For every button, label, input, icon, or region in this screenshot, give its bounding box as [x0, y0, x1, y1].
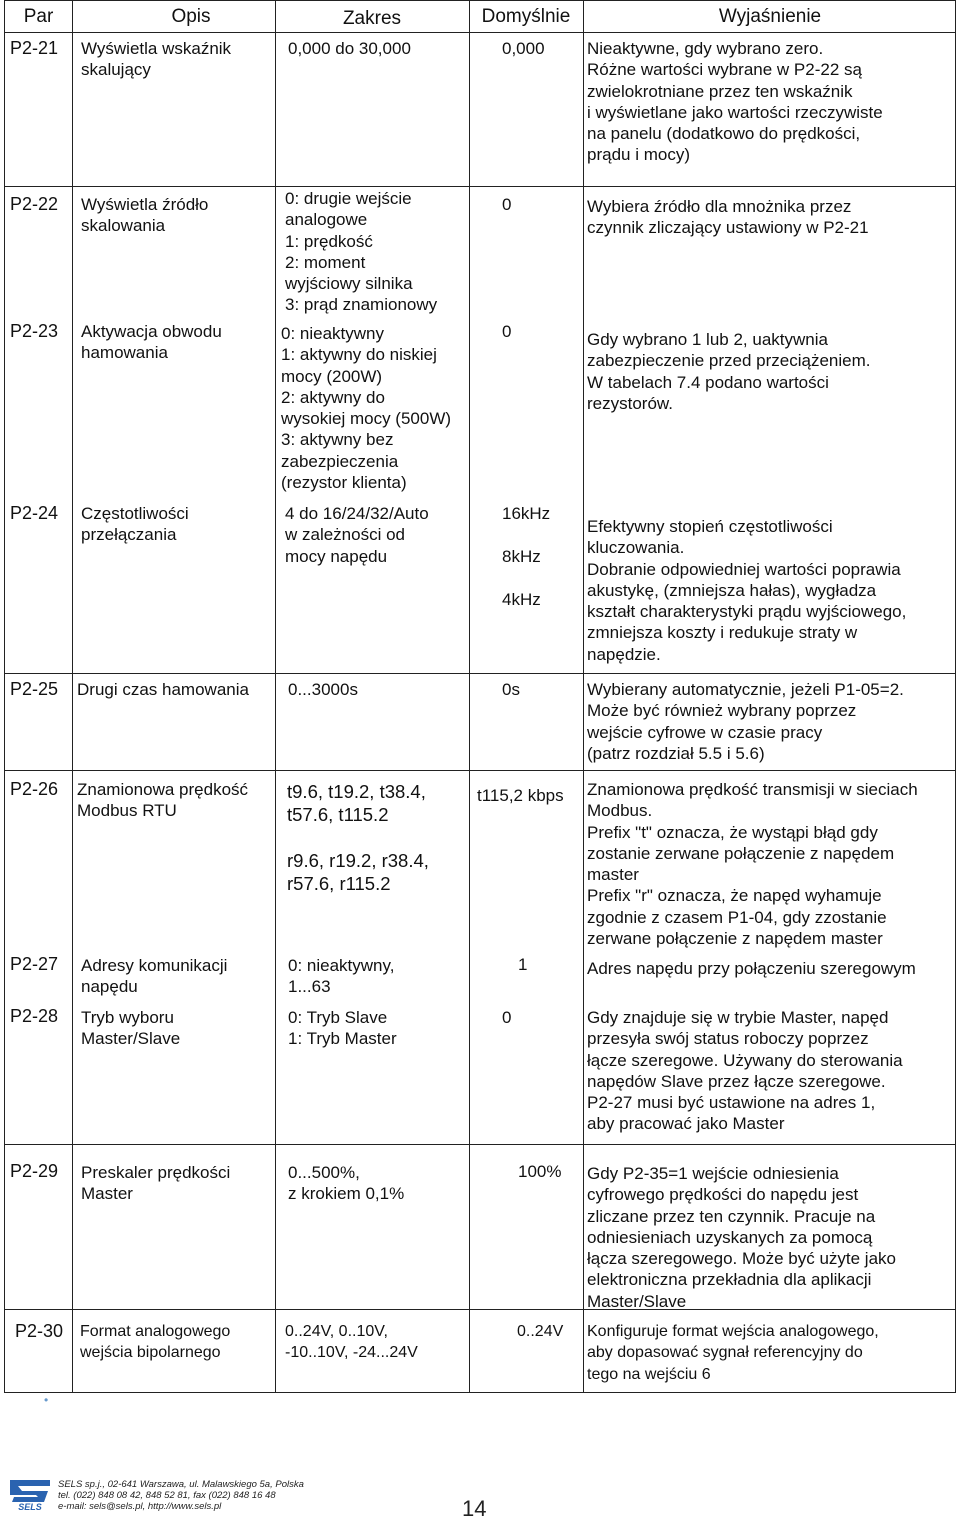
col-rule [275, 1, 276, 1392]
row-opis: Aktywacja obwodu hamowania [81, 322, 222, 363]
page-number: 14 [462, 1496, 487, 1521]
row-par: P2-25 [10, 679, 59, 699]
row-wyjasnienie: Wybierany automatycznie, jeżeli P1-05=2. Może być również wybrany poprzez wejście cyfrowe w czasie pracy (patrz rozdział 5.5 i 5.6) [587, 680, 904, 763]
row-domyslnie: 0s [502, 680, 520, 699]
row-zakres: 4 do 16/24/32/Auto w zależności od mocy napędu [285, 504, 429, 566]
row-zakres: 0..24V, 0..10V, -10..10V, -24...24V [285, 1323, 418, 1362]
header-zakres: Zakres [342, 8, 402, 29]
parameter-table [4, 0, 956, 1393]
col-rule [72, 1, 73, 1392]
row-zakres: 0...3000s [288, 680, 358, 699]
header-opis: Opis [171, 6, 211, 27]
row-domyslnie: 16kHz 8kHz 4kHz [502, 504, 551, 609]
row-wyjasnienie: Gdy wybrano 1 lub 2, uaktywnia zabezpieczenie przed przeciążeniem. W tabelach 7.4 podano wartości rezystorów. [587, 330, 871, 413]
row-zakres: 0...500%, z krokiem 0,1% [288, 1163, 405, 1204]
row-opis: Tryb wyboru Master/Slave [81, 1008, 181, 1049]
row-wyjasnienie: Gdy znajduje się w trybie Master, napęd przesyła swój status roboczy poprzez łącze szeregowe. Używany do sterowania napędów Slave przez łącze szeregowe. P2-27 musi być ustawione na adres 1, aby pracować jako Master [587, 1008, 903, 1134]
header-wyjasnienie: Wyjaśnienie [718, 6, 822, 27]
row-par: P2-26 [10, 779, 59, 799]
row-opis: Znamionowa prędkość Modbus RTU [77, 780, 249, 821]
row-opis: Preskaler prędkości Master [81, 1163, 231, 1204]
row-rule [5, 770, 955, 771]
row-opis: Częstotliwości przełączania [81, 504, 189, 545]
row-opis: Wyświetla źródło skalowania [81, 195, 209, 236]
row-par: P2-29 [10, 1161, 59, 1181]
row-zakres: 0,000 do 30,000 [288, 39, 411, 58]
row-zakres: 0: drugie wejście analogowe 1: prędkość 2: moment wyjściowy silnika 3: prąd znamionowy [285, 189, 438, 315]
bullet-dot: • [44, 1393, 49, 1407]
row-domyslnie: 0 [502, 1008, 512, 1027]
header-domyslnie: Domyślnie [481, 6, 571, 27]
row-domyslnie: t115,2 kbps [477, 786, 564, 805]
row-domyslnie: 0 [502, 322, 512, 341]
logo-text: SELS [18, 1502, 42, 1512]
sels-logo-icon [8, 1478, 52, 1512]
row-wyjasnienie: Nieaktywne, gdy wybrano zero. Różne wartości wybrane w P2-22 są zwielokrotniane przez ten wskaźnik i wyświetlane jako wartości rzeczywiste na panelu (dodatkowo do prędkości, prądu i mocy) [587, 39, 883, 165]
row-zakres: 0: Tryb Slave 1: Tryb Master [288, 1008, 397, 1049]
col-rule [583, 1, 584, 1392]
row-rule [5, 1144, 955, 1145]
page-footer [0, 1393, 960, 1524]
row-rule [5, 186, 955, 187]
header-rule [5, 32, 955, 33]
row-par: P2-27 [10, 954, 59, 974]
row-wyjasnienie: Konfiguruje format wejścia analogowego, aby dopasować sygnał referencyjny do tego na wejściu 6 [587, 1323, 879, 1383]
row-par: P2-21 [10, 38, 59, 58]
company-address: SELS sp.j., 02-641 Warszawa, ul. Malawskiego 5a, Polska tel. (022) 848 08 42, 848 52 81, fax (022) 848 16 48 e-mail: sels@sels.pl, http://www.sels.pl [58, 1479, 304, 1512]
row-wyjasnienie: Gdy P2-35=1 wejście odniesienia cyfrowego prędkości do napędu jest zliczane przez ten czynnik. Pracuje na odniesieniach uzyskanych za pomocą łącza szeregowego. Może być użyte jako elektroniczna przekładnia dla aplikacji Master/Slave [587, 1164, 896, 1311]
row-zakres: 0: nieaktywny 1: aktywny do niskiej mocy (200W) 2: aktywny do wysokiej mocy (500W) 3: aktywny bez zabezpieczenia (rezystor klienta) [281, 324, 452, 493]
row-zakres: 0: nieaktywny, 1...63 [288, 956, 395, 997]
row-opis: Adresy komunikacji napędu [81, 956, 228, 997]
row-par: P2-28 [10, 1006, 59, 1026]
row-domyslnie: 0 [502, 195, 512, 214]
row-domyslnie: 0,000 [502, 39, 545, 58]
row-par: P2-24 [10, 503, 59, 523]
row-domyslnie: 0..24V [517, 1323, 564, 1340]
row-zakres: t9.6, t19.2, t38.4, t57.6, t115.2 r9.6, r19.2, r38.4, r57.6, r115.2 [287, 781, 429, 894]
row-wyjasnienie: Adres napędu przy połączeniu szeregowym [587, 959, 916, 978]
row-opis: Format analogowego wejścia bipolarnego [80, 1323, 231, 1362]
row-rule [5, 673, 955, 674]
row-domyslnie: 1 [518, 955, 528, 974]
row-par: P2-22 [10, 194, 59, 214]
row-domyslnie: 100% [518, 1162, 562, 1181]
row-opis: Drugi czas hamowania [77, 680, 249, 699]
row-par: P2-30 [15, 1321, 64, 1341]
row-wyjasnienie: Wybiera źródło dla mnożnika przez czynnik zliczający ustawiony w P2-21 [587, 197, 869, 238]
row-wyjasnienie: Efektywny stopień częstotliwości kluczowania. Dobranie odpowiedniej wartości poprawia akustykę, (zmniejsza hałas), wygładza kształt charakterystyki prądu wyjściowego, zmniejsza koszty i redukuje straty w napędzie. [587, 517, 907, 664]
row-par: P2-23 [10, 321, 59, 341]
header-par: Par [23, 6, 54, 27]
row-opis: Wyświetla wskaźnik skalujący [81, 39, 232, 80]
col-rule [469, 1, 470, 1392]
row-wyjasnienie: Znamionowa prędkość transmisji w sieciach Modbus. Prefix "t" oznacza, że wystąpi błąd gdy zostanie zerwane połączenie z napędem master Prefix "r" oznacza, że napęd wyhamuje zgodnie z czasem P1-04, gdy zzostanie zerwane połączenie z napędem master [587, 780, 918, 949]
